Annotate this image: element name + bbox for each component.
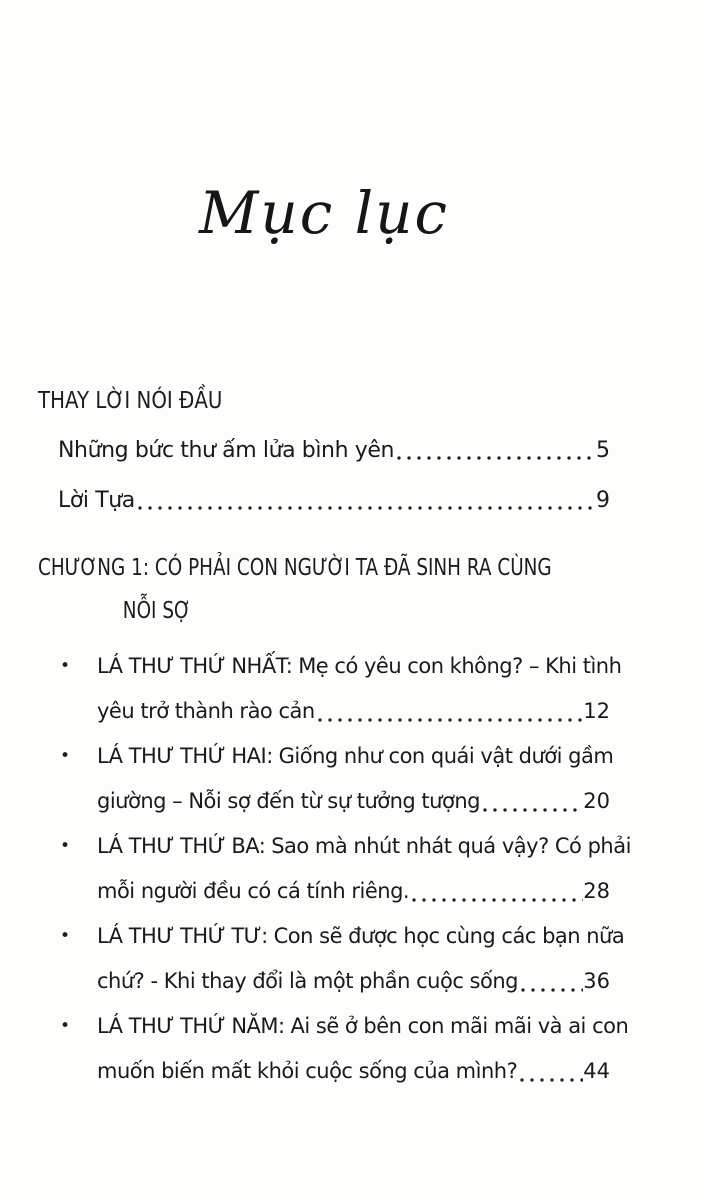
toc-entry-page: 20 (583, 789, 610, 813)
item-text-continued: muốn biến mất khỏi cuộc sống của mình? (97, 1059, 518, 1083)
bullet-icon: • (60, 926, 71, 946)
toc-entry-page: 12 (583, 699, 610, 723)
item-label: LÁ THƯ THỨ TƯ: (97, 924, 268, 948)
toc-entry-title: Lời Tựa (58, 488, 135, 513)
toc-item-list (38, 644, 631, 1094)
toc-entry-page: 28 (583, 879, 610, 903)
item-text-continued: chứ? - Khi thay đổi là một phần cuộc sống (97, 969, 518, 993)
dot-leader (521, 959, 583, 1004)
bullet-icon: • (60, 1016, 71, 1036)
toc-item (38, 1004, 629, 1094)
item-line2 (97, 1049, 610, 1094)
item-label: LÁ THƯ THỨ HAI: (97, 744, 273, 768)
bullet-icon: • (60, 746, 71, 766)
item-line1 (97, 644, 622, 689)
toc-entry-title: Những bức thư ấm lửa bình yên (58, 438, 395, 463)
item-line2 (97, 959, 610, 1004)
dot-leader (412, 869, 583, 914)
toc-item (38, 824, 631, 914)
toc-item (38, 644, 622, 734)
item-line1 (97, 734, 614, 779)
toc-entry (38, 437, 610, 465)
bullet-icon: • (60, 656, 71, 676)
toc-entry-page: 5 (596, 438, 610, 463)
dot-leader (520, 1049, 583, 1094)
item-text: Mẹ có yêu con không? – Khi tình (298, 654, 622, 678)
chapter-heading-line2: NỖI SỢ (122, 598, 191, 624)
page-title: Mục lục (198, 179, 450, 247)
item-line2 (97, 689, 610, 734)
front-matter-heading: THAY LỜI NÓI ĐẦU (38, 388, 223, 414)
dot-leader (318, 689, 584, 734)
dot-leader (483, 779, 583, 824)
item-line1 (97, 1004, 629, 1049)
chapter-heading (38, 553, 552, 626)
item-line1 (97, 914, 625, 959)
bullet-icon: • (60, 836, 71, 856)
dot-leader (397, 437, 596, 465)
item-label: LÁ THƯ THỨ NHẤT: (97, 654, 293, 678)
item-text-continued: giường – Nỗi sợ đến từ sự tưởng tượng (97, 789, 480, 813)
item-text-continued: yêu trở thành rào cản (97, 699, 315, 723)
item-label: LÁ THƯ THỨ NĂM: (97, 1014, 285, 1038)
item-line1 (97, 824, 631, 869)
text-column (38, 0, 631, 1094)
toc-item (38, 914, 625, 1004)
toc-entry-page: 44 (583, 1059, 610, 1083)
toc-item (38, 734, 614, 824)
item-text: Giống như con quái vật dưới gầm (278, 744, 614, 768)
item-text: Con sẽ được học cùng các bạn nữa (273, 924, 625, 948)
toc-entry-page: 36 (583, 969, 610, 993)
toc-entry (38, 487, 610, 515)
item-text-continued: mỗi người đều có cá tính riêng. (97, 879, 410, 903)
item-text: Ai sẽ ở bên con mãi mãi và ai con (290, 1014, 629, 1038)
item-line2 (97, 869, 610, 914)
item-text: Sao mà nhút nhát quá vậy? Có phải (271, 834, 631, 858)
toc-entry-page: 9 (596, 488, 610, 513)
chapter-heading-line1: CHƯƠNG 1: CÓ PHẢI CON NGƯỜI TA ĐÃ SINH RA CÙNG (38, 555, 552, 581)
item-label: LÁ THƯ THỨ BA: (97, 834, 266, 858)
item-line2 (97, 779, 610, 824)
dot-leader (138, 487, 596, 515)
